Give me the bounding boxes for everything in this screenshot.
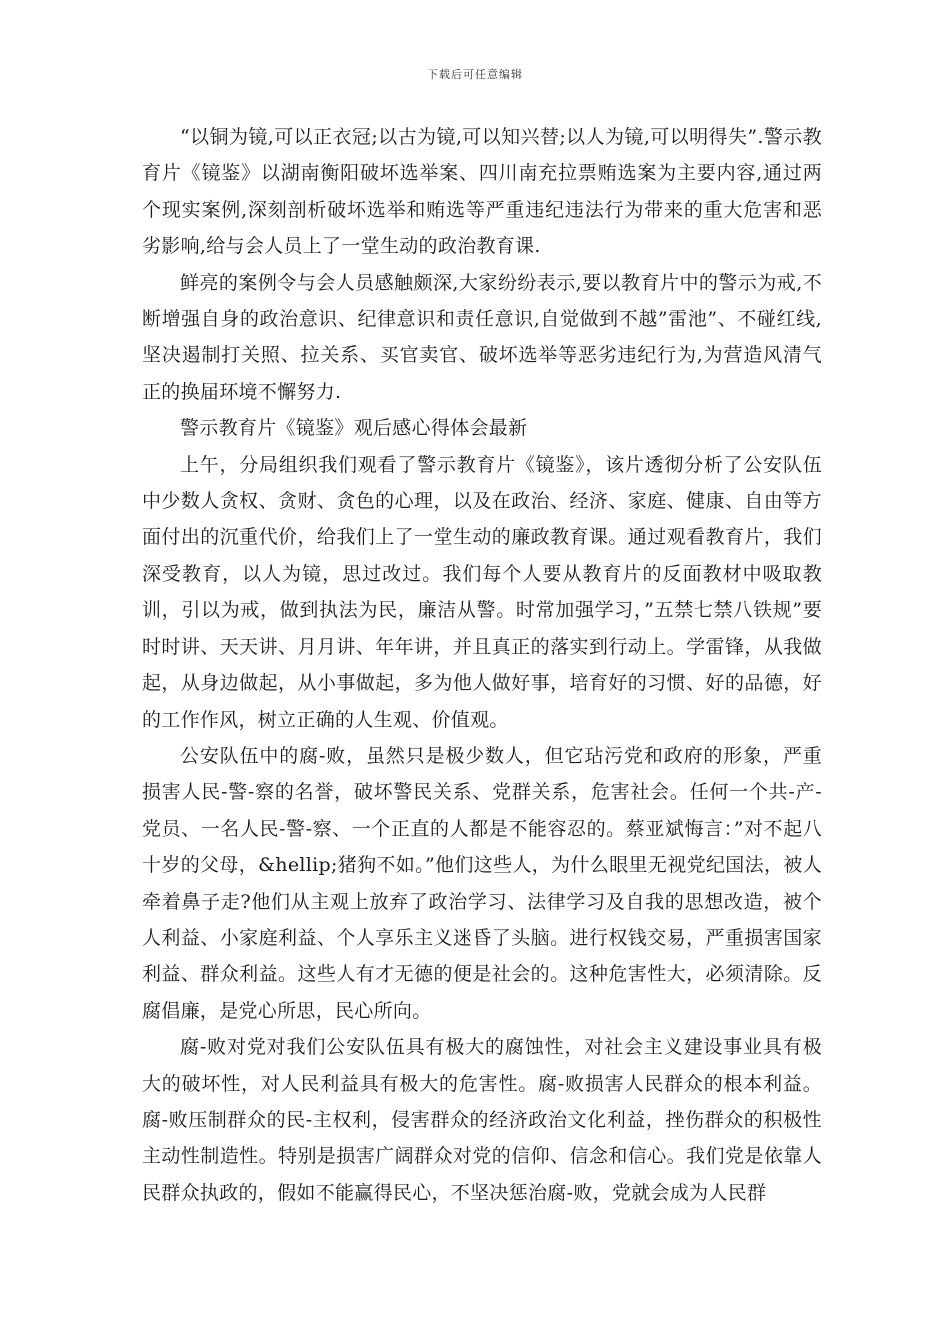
paragraph-5: 腐-败对党对我们公安队伍具有极大的腐蚀性，对社会主义建设事业具有极大的破坏性，对人民利益具有极大的危害性。腐-败损害人民群众的根本利益。腐-败压制群众的民-主权利，侵害群众的经济政治文化利益，挫伤群众的积极性主动性制造性。特别是损害广阔群众对党的信仰、信念和信心。我们党是依靠人民群众执政的，假如不能赢得民心，不坚决惩治腐-败，党就会成为人民群 — [142, 1036, 822, 1204]
section-heading: 警示教育片《镜鉴》观后感心得体会最新 — [180, 417, 528, 440]
paragraph-2: 鲜亮的案例令与会人员感触颇深,大家纷纷表示,要以教育片中的警示为戒,不断增强自身的政治意识、纪律意识和责任意识,自觉做到不越”雷池”、不碰红线,坚决遏制打关照、拉关系、买官卖官、破坏选举等恶劣违纪行为,为营造风清气正的换届环境不懈努力. — [142, 271, 822, 403]
paragraph-3: 上午，分局组织我们观看了警示教育片《镜鉴》，该片透彻分析了公安队伍中少数人贪权、贪财、贪色的心理，以及在政治、经济、家庭、健康、自由等方面付出的沉重代价，给我们上了一堂生动的廉政教育课。通过观看教育片，我们深受教育，以人为镜，思过改过。我们每个人要从教育片的反面教材中吸取教训，引以为戒，做到执法为民，廉洁从警。时常加强学习，”五禁七禁八铁规”要时时讲、天天讲、月月讲、年年讲，并且真正的落实到行动上。学雷锋，从我做起，从身边做起，从小事做起，多为他人做好事，培育好的习惯、好的品德，好的工作作风，树立正确的人生观、价值观。 — [142, 453, 822, 731]
document-body — [142, 119, 822, 1211]
paragraph-4: 公安队伍中的腐-败，虽然只是极少数人，但它玷污党和政府的形象，严重损害人民-警-察的名誉，破坏警民关系、党群关系，危害社会。任何一个共-产-党员、一名人民-警-察、一个正直的人都是不能容忍的。蔡亚斌悔言：”对不起八十岁的父母，&hellip;猪狗不如。”他们这些人，为什么眼里无视党纪国法，被人牵着鼻子走?他们从主观上放弃了政治学习、法律学习及自我的思想改造，被个人利益、小家庭利益、个人享乐主义迷昏了头脑。进行权钱交易，严重损害国家利益、群众利益。这些人有才无德的便是社会的。这种危害性大，必须清除。反腐倡廉，是党心所思，民心所向。 — [142, 744, 822, 1022]
paragraph-1: “以铜为镜,可以正衣冠;以古为镜,可以知兴替;以人为镜,可以明得失”.警示教育片《镜鉴》以湖南衡阳破坏选举案、四川南充拉票贿选案为主要内容,通过两个现实案例,深刻剖析破坏选举和贿选等严重违纪违法行为带来的重大危害和恶劣影响,给与会人员上了一堂生动的政治教育课. — [142, 126, 822, 258]
header-note: 下载后可任意编辑 — [427, 68, 523, 81]
